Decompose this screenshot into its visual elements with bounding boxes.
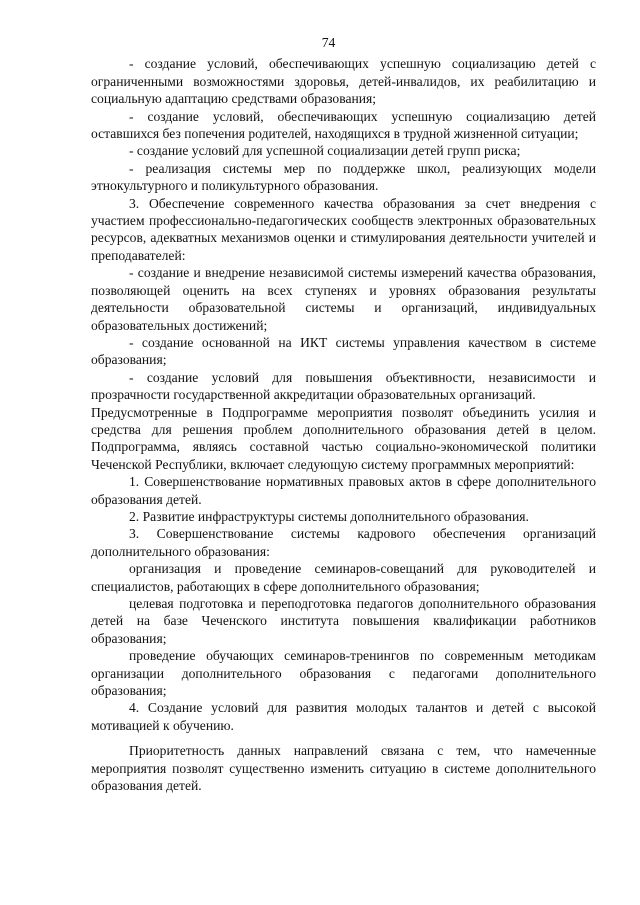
paragraph-quality-heading: 3. Обеспечение современного качества образования за счет внедрения с участием профессионально-педагогических сообществ электронных образовательных ресурсов, адекватных механизмов оценки и стимулирования деятельности учителей и преподавателей: bbox=[91, 195, 596, 263]
paragraph-social-disabled: - создание условий, обеспечивающих успешную социализацию детей с ограниченными возможностями здоровья, детей-инвалидов, их реабилитацию и социальную адаптацию средствами образования; bbox=[91, 56, 596, 107]
paragraph-risk-groups: - создание условий для успешной социализации детей групп риска; bbox=[129, 143, 521, 159]
paragraph-item-2: 2. Развитие инфраструктуры системы дополнительного образования. bbox=[129, 508, 529, 524]
paragraph-quality-measurement: - создание и внедрение независимой системы измерений качества образования, позволяющей оценить на всех ступенях и уровнях образования результаты деятельности образовательной системы и организаций, индивидуальных образовательных достижений; bbox=[91, 265, 596, 333]
paragraph-seminars: организация и проведение семинаров-совещаний для руководителей и специалистов, работающих в сфере дополнительного образования; bbox=[91, 561, 596, 594]
paragraph-ethnocultural: - реализация системы мер по поддержке школ, реализующих модели этнокультурного и поликультурного образования. bbox=[91, 160, 596, 194]
paragraph-priority: Приоритетность данных направлений связана с тем, что намеченные мероприятия позволят существенно изменить ситуацию в системе дополнительного образования детей. bbox=[91, 743, 596, 794]
paragraph-item-3: 3. Совершенствование системы кадрового обеспечения организаций дополнительного образования: bbox=[91, 526, 596, 559]
paragraph-subprogram: Предусмотренные в Подпрограмме мероприятия позволят объединить усилия и средства для решения проблем дополнительного образования детей в целом. Подпрограмма, являясь составной частью социально-экономической политики Чеченской Республики, включает следующую систему программных мероприятий: bbox=[91, 404, 596, 472]
paragraph-accreditation: - создание условий для повышения объективности, независимости и прозрачности государственной аккредитации образовательных организаций. bbox=[91, 369, 596, 403]
document-page bbox=[91, 34, 596, 794]
paragraph-workshops: проведение обучающих семинаров-тренингов по современным методикам организации дополнительного образования с педагогами дополнительного образования; bbox=[91, 648, 596, 699]
paragraph-training: целевая подготовка и переподготовка педагогов дополнительного образования детей на базе Чеченского института повышения квалификации работников образования; bbox=[91, 596, 596, 646]
paragraph-ict-management: - создание основанной на ИКТ системы управления качеством в системе образования; bbox=[91, 334, 596, 368]
paragraph-item-1: 1. Совершенствование нормативных правовых актов в сфере дополнительного образования детей. bbox=[91, 474, 596, 507]
paragraph-item-4: 4. Создание условий для развития молодых талантов и детей с высокой мотивацией к обучению. bbox=[91, 700, 596, 733]
paragraph-social-orphans: - создание условий, обеспечивающих успешную социализацию детей оставшихся без попечения родителей, находящихся в трудной жизненной ситуации; bbox=[91, 108, 596, 142]
page-number: 74 bbox=[321, 35, 336, 50]
